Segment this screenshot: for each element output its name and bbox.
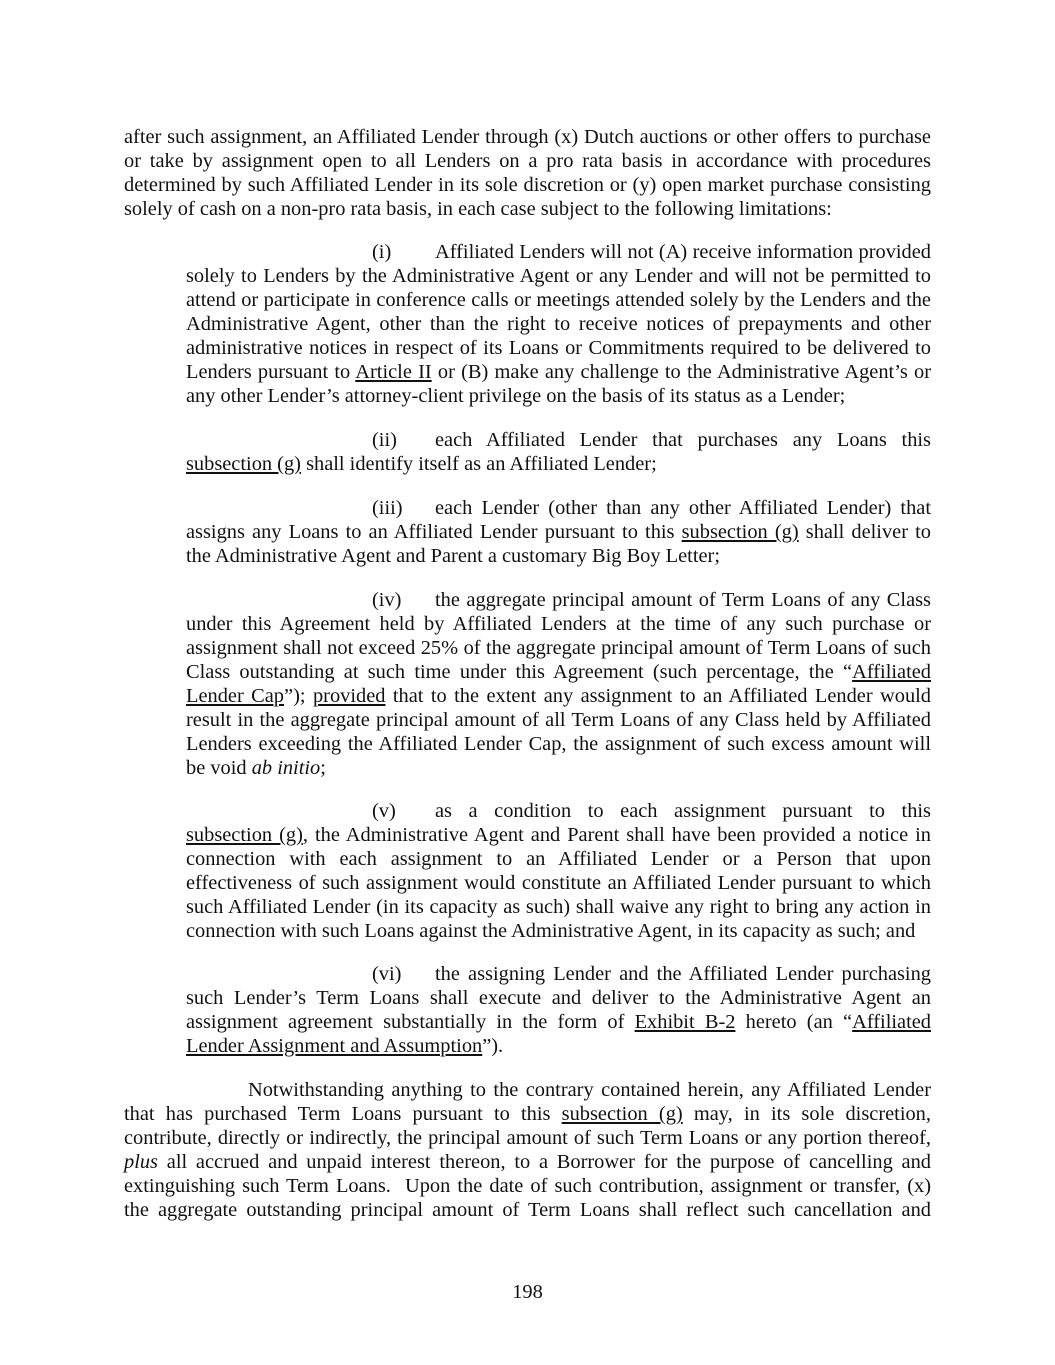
text: after such assignment, an Affiliated Lender through (x) Dutch auctions or other offers to purchase (124, 126, 931, 148)
list-item-vi (186, 962, 931, 1058)
text-line (186, 732, 931, 756)
text-line (186, 428, 931, 452)
italic-text: plus (124, 1151, 158, 1173)
text: or (B) make any challenge to the Administrative Agent’s or (431, 361, 931, 383)
underlined-reference: subsection (g) (186, 453, 301, 475)
text-line (186, 588, 931, 612)
text: assignment shall not exceed 25% of the aggregate principal amount of Term Loans of such (186, 637, 931, 659)
paragraph (124, 125, 931, 221)
underlined-reference: provided (312, 685, 386, 707)
underlined-reference: Lender Assignment and Assumption (186, 1035, 483, 1057)
underlined-reference: Affiliated (852, 1011, 932, 1033)
text-line (186, 708, 931, 732)
text: administrative notices in respect of its Loans or Commitments required to be delivered to (186, 337, 931, 359)
text: ”); (284, 685, 313, 707)
underlined-reference: Lender Cap (186, 685, 285, 707)
text-line (124, 1126, 931, 1150)
page-number: 198 (512, 1281, 543, 1303)
list-item-iv (186, 588, 931, 780)
text: each Lender (other than any other Affiliated Lender) that (435, 497, 931, 519)
text-line (186, 871, 931, 895)
text: or take by assignment open to all Lenders on a pro rata basis in accordance with procedures (124, 150, 931, 172)
text-line (186, 264, 931, 288)
text: shall deliver to (798, 521, 931, 543)
text: the aggregate outstanding principal amount of Term Loans shall reflect such cancellation and (124, 1199, 931, 1221)
text-line (186, 520, 931, 544)
text: Notwithstanding anything to the contrary contained herein, any Affiliated Lender (248, 1079, 931, 1101)
text: solely to Lenders by the Administrative Agent or any Lender and will not be permitted to (186, 265, 931, 287)
text: , the Administrative Agent and Parent shall have been provided a notice in (302, 824, 931, 846)
text: contribute, directly or indirectly, the principal amount of such Term Loans or any portion thereof, (124, 1127, 931, 1149)
text: the Administrative Agent and Parent a customary Big Boy Letter; (186, 545, 721, 567)
italic-text: ab initio (251, 757, 321, 779)
text-line (186, 799, 931, 823)
text-line (186, 384, 931, 408)
item-number: (ii) (372, 429, 397, 451)
text-line (186, 336, 931, 360)
text: extinguishing such Term Loans. Upon the date of such contribution, assignment or transfer, (x) (124, 1175, 931, 1197)
text: such Lender’s Term Loans shall execute and deliver to the Administrative Agent an (186, 987, 931, 1009)
text-line (186, 452, 931, 476)
paragraph (124, 1078, 931, 1222)
text-line (124, 125, 931, 149)
item-number: (iii) (372, 497, 403, 519)
text: result in the aggregate principal amount of all Term Loans of any Class held by Affiliated (186, 709, 931, 731)
text: Affiliated Lenders will not (A) receive information provided (435, 241, 931, 263)
text: assignment agreement substantially in the form of (186, 1011, 635, 1033)
text: determined by such Affiliated Lender in its sole discretion or (y) open market purchase consisting (124, 174, 931, 196)
underlined-reference: Exhibit B-2 (634, 1011, 736, 1033)
text-line (124, 149, 931, 173)
text-line (124, 1078, 931, 1102)
text: the assigning Lender and the Affiliated Lender purchasing (435, 963, 931, 985)
text-line (186, 895, 931, 919)
text: under this Agreement held by Affiliated Lenders at the time of any such purchase or (186, 613, 931, 635)
text: attend or participate in conference calls or meetings attended solely by the Lenders and the (186, 289, 931, 311)
text: each Affiliated Lender that purchases any Loans this (435, 429, 931, 451)
text-line (124, 1174, 931, 1198)
text: any other Lender’s attorney-client privilege on the basis of its status as a Lender; (186, 385, 846, 407)
text-line (186, 636, 931, 660)
text: Administrative Agent, other than the right to receive notices of prepayments and other (186, 313, 931, 335)
underlined-reference: Article II (355, 361, 432, 383)
text-line (186, 288, 931, 312)
text-line (186, 823, 931, 847)
text-line (186, 660, 931, 684)
text-line (186, 612, 931, 636)
text-line (186, 240, 931, 264)
text: effectiveness of such assignment would constitute an Affiliated Lender pursuant to which (186, 872, 931, 894)
list-item-iii (186, 496, 931, 568)
item-number: (v) (372, 800, 396, 822)
text-line (124, 197, 931, 221)
text-line (186, 1034, 931, 1058)
text-line (186, 312, 931, 336)
text-line (186, 756, 931, 780)
item-number: (iv) (372, 589, 402, 611)
underlined-reference: Affiliated (852, 661, 931, 683)
text-line (186, 847, 931, 871)
text: such Affiliated Lender (in its capacity as such) shall waive any right to bring any action in (186, 896, 931, 918)
text: be void (186, 757, 252, 779)
text-line (124, 1102, 931, 1126)
text: shall identify itself as an Affiliated Lender; (300, 453, 657, 475)
list-item-ii (186, 428, 931, 476)
text: the aggregate principal amount of Term Loans of any Class (435, 589, 931, 611)
text: that to the extent any assignment to an Affiliated Lender would (385, 685, 932, 707)
text: all accrued and unpaid interest thereon, to a Borrower for the purpose of cancelling and (158, 1151, 931, 1173)
item-number: (vi) (372, 963, 402, 985)
text: that has purchased Term Loans pursuant to this (124, 1103, 562, 1125)
text: Class outstanding at such time under this Agreement (such percentage, the “ (186, 661, 853, 683)
text-line (186, 684, 931, 708)
list-item-i (186, 240, 931, 408)
text-line (124, 1150, 931, 1174)
text-line (186, 962, 931, 986)
text-line (124, 1198, 931, 1222)
text-line (186, 919, 931, 943)
text-line (186, 544, 931, 568)
text: solely of cash on a non-pro rata basis, in each case subject to the following limitations: (124, 198, 832, 220)
text-line (124, 173, 931, 197)
text: connection with such Loans against the Administrative Agent, in its capacity as such; and (186, 920, 916, 942)
text: Lenders exceeding the Affiliated Lender Cap, the assignment of such excess amount will (186, 733, 931, 755)
text: hereto (an “ (735, 1011, 853, 1033)
text: as a condition to each assignment pursuant to this (435, 800, 931, 822)
text-line (186, 496, 931, 520)
text-line (186, 360, 931, 384)
list-item-v (186, 799, 931, 943)
underlined-reference: subsection (g) (561, 1103, 683, 1125)
text: connection with each assignment to an Affiliated Lender or a Person that upon (186, 848, 931, 870)
text-line (186, 1010, 931, 1034)
underlined-reference: subsection (g) (186, 824, 303, 846)
underlined-reference: subsection (g) (681, 521, 799, 543)
text-line (186, 986, 931, 1010)
text: may, in its sole discretion, (682, 1103, 931, 1125)
text: ”). (482, 1035, 504, 1057)
text: assigns any Loans to an Affiliated Lender pursuant to this (186, 521, 682, 543)
text: ; (320, 757, 326, 779)
text: Lenders pursuant to (186, 361, 356, 383)
item-number: (i) (372, 241, 392, 263)
